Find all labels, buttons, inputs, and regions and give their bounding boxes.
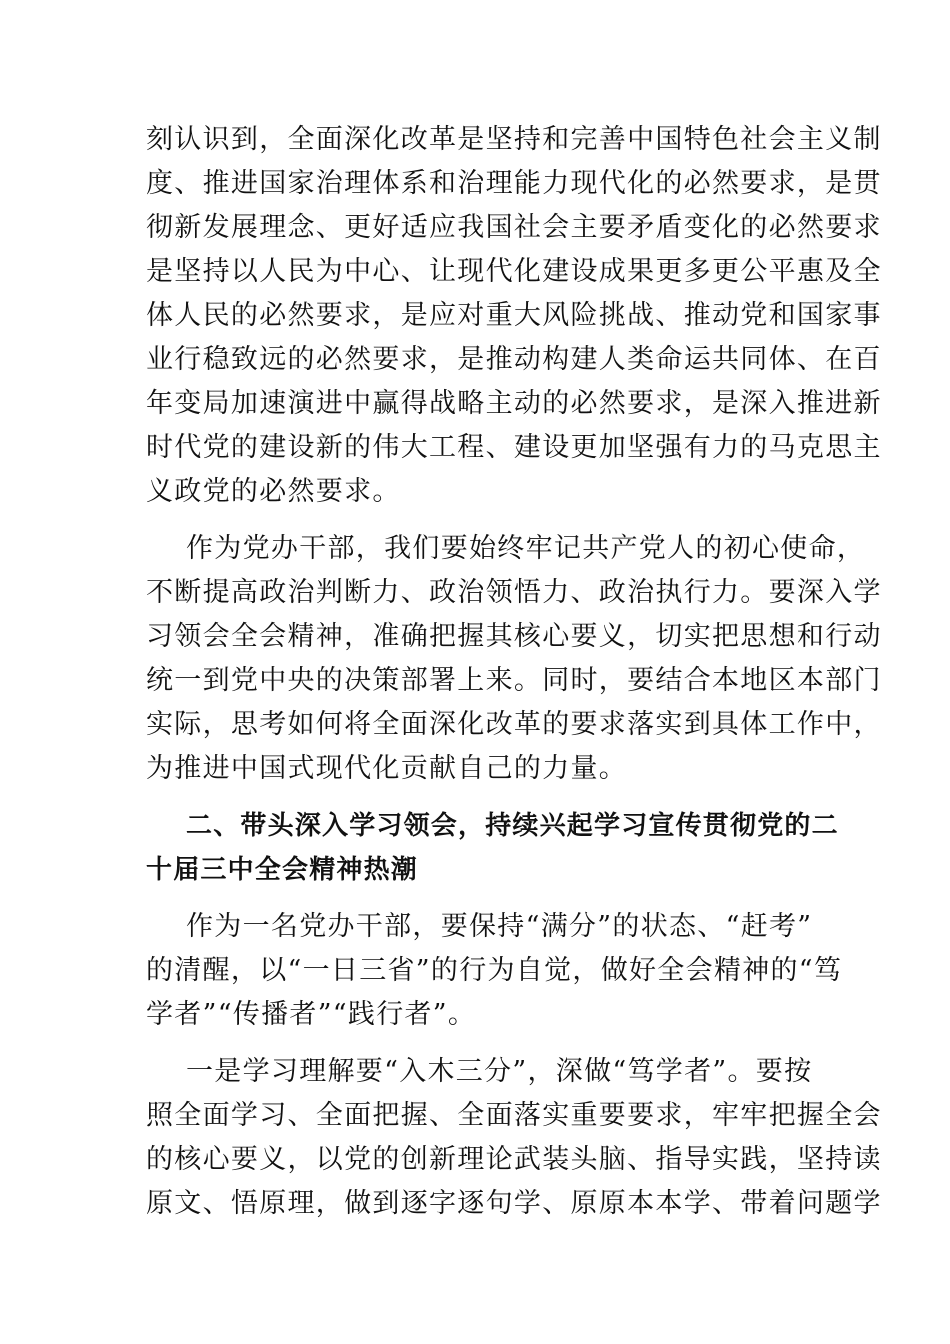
text-line: 不断提高政治判断力、政治领悟力、政治执行力。要深入学 [146, 577, 882, 608]
text-line: 体人民的必然要求，是应对重大风险挑战、推动党和国家事 [146, 300, 882, 331]
text-line: 是坚持以人民为中心、让现代化建设成果更多更公平惠及全 [146, 256, 882, 287]
text-line: 统一到党中央的决策部署上来。同时，要结合本地区本部门 [146, 665, 882, 696]
text-line: 照全面学习、全面把握、全面落实重要要求，牢牢把握全会 [146, 1100, 882, 1131]
text-line: 作为党办干部，我们要始终牢记共产党人的初心使命， [186, 533, 866, 564]
text-line: 刻认识到，全面深化改革是坚持和完善中国特色社会主义制 [146, 124, 882, 155]
text-line: 习领会全会精神，准确把握其核心要义，切实把思想和行动 [146, 621, 882, 652]
document-page [146, 118, 882, 1226]
text-line: 实际，思考如何将全面深化改革的要求落实到具体工作中， [146, 709, 882, 740]
text-line: 一是学习理解要“入木三分”，深做“笃学者”。要按 [186, 1056, 813, 1087]
text-line: 学者”“传播者”“践行者”。 [146, 999, 477, 1030]
text-line: 度、推进国家治理体系和治理能力现代化的必然要求，是贯 [146, 168, 882, 199]
heading-line: 十届三中全会精神热潮 [146, 855, 419, 885]
section-heading [146, 804, 839, 892]
text-line: 时代党的建设新的伟大工程、建设更加坚强有力的马克思主 [146, 432, 882, 463]
text-line: 为推进中国式现代化贡献自己的力量。 [146, 753, 628, 784]
paragraph-study-understanding [146, 1050, 882, 1226]
text-line: 原文、悟原理，做到逐字逐句学、原原本本学、带着问题学 [146, 1188, 882, 1219]
text-line: 业行稳致远的必然要求，是推动构建人类命运共同体、在百 [146, 344, 882, 375]
paragraph-three-roles [146, 905, 843, 1037]
text-line: 的核心要义，以党的创新理论武装头脑、指导实践，坚持读 [146, 1144, 882, 1175]
text-line: 的清醒，以“一日三省”的行为自觉，做好全会精神的“笃 [146, 955, 843, 986]
paragraph-reform-requirements [146, 118, 882, 514]
heading-line: 二、带头深入学习领会，持续兴起学习宣传贯彻党的二 [186, 811, 839, 841]
text-line: 义政党的必然要求。 [146, 476, 401, 507]
text-line: 彻新发展理念、更好适应我国社会主要矛盾变化的必然要求 [146, 212, 882, 243]
paragraph-party-office-cadres [146, 527, 882, 791]
text-line: 年变局加速演进中赢得战略主动的必然要求，是深入推进新 [146, 388, 882, 419]
text-line: 作为一名党办干部，要保持“满分”的状态、“赶考” [186, 911, 813, 942]
